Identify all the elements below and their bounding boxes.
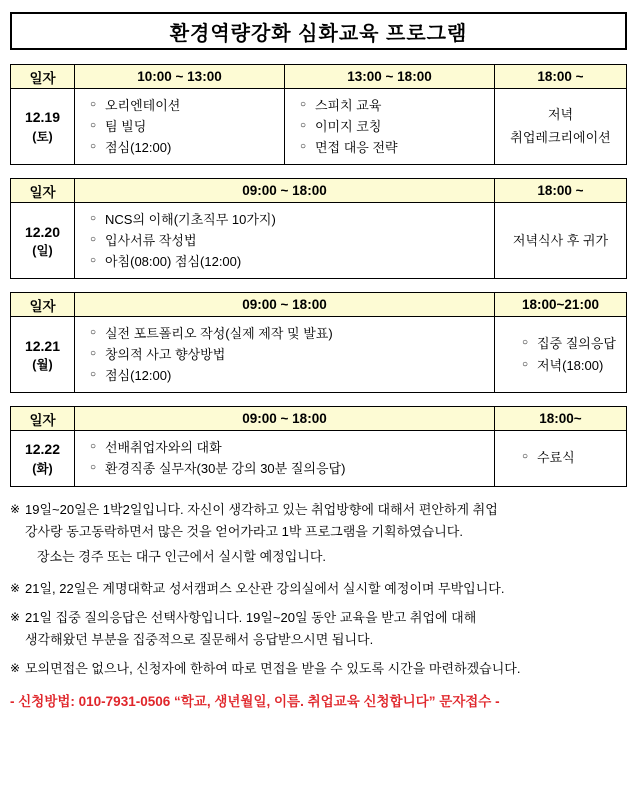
list-item: ○ 점심(12:00)	[103, 137, 274, 158]
header-slot-1: 09:00 ~ 18:00	[75, 179, 495, 203]
schedule-table-3	[10, 292, 627, 393]
table-row	[11, 89, 627, 165]
note-body	[25, 659, 627, 681]
header-slot-2: 18:00~	[495, 407, 627, 431]
note-body	[25, 579, 627, 601]
header-slot-2: 13:00 ~ 18:00	[285, 65, 495, 89]
evening-line-2: 취업레크리에이션	[510, 129, 611, 145]
list-item: ○ 수료식	[535, 447, 622, 469]
note-line: 생각해왔던 부분을 집중적으로 질문해서 응답받으시면 됩니다.	[25, 632, 374, 648]
date-dayofweek: (화)	[32, 461, 53, 476]
note-item	[10, 579, 627, 601]
list-item: ○ 스피치 교육	[313, 95, 484, 116]
header-date: 일자	[11, 65, 75, 89]
session-evening	[495, 317, 627, 393]
header-slot-2: 18:00 ~	[495, 179, 627, 203]
session-evening	[495, 203, 627, 279]
list-item: ○ 아침(08:00) 점심(12:00)	[103, 251, 484, 272]
list-item: ○ 오리엔테이션	[103, 95, 274, 116]
list-item: ○ 창의적 사고 향상방법	[103, 344, 484, 365]
date-dayofweek: (토)	[32, 129, 53, 144]
schedule-table-2	[10, 178, 627, 279]
note-marker: ※	[10, 661, 21, 676]
table-header-row	[11, 293, 627, 317]
date-value: 12.21	[24, 337, 61, 354]
note-body	[25, 608, 627, 652]
list-item: ○ 점심(12:00)	[103, 365, 484, 386]
session-evening	[495, 431, 627, 486]
table-row	[11, 317, 627, 393]
table-header-row	[11, 179, 627, 203]
schedule-table-1	[10, 64, 627, 165]
date-value: 12.22	[24, 441, 61, 458]
note-marker: ※	[10, 610, 21, 625]
table-row	[11, 203, 627, 279]
list-item: ○ 실전 포트폴리오 작성(실제 제작 및 발표)	[103, 323, 484, 344]
note-item	[10, 608, 627, 652]
date-value: 12.20	[24, 223, 61, 240]
note-line: 21일, 22일은 계명대학교 성서캠퍼스 오산관 강의실에서 실시할 예정이며 무박입니다.	[25, 580, 505, 596]
page-title-text: 환경역량강화 심화교육 프로그램	[169, 22, 468, 45]
date-cell	[11, 89, 75, 165]
note-item	[10, 500, 627, 572]
session-list-morning	[75, 89, 285, 165]
list-item: ○ 저녁(18:00)	[535, 355, 622, 377]
note-line: 모의면접은 없으나, 신청자에 한하여 따로 면접을 받을 수 있도록 시간을 마련하겠습니다.	[25, 661, 521, 677]
table-header-row	[11, 407, 627, 431]
list-item: ○ NCS의 이해(기초직무 10가지)	[103, 209, 484, 230]
header-date: 일자	[11, 407, 75, 431]
schedule-table-4	[10, 406, 627, 486]
contact-line: - 신청방법: 010-7931-0506 “학교, 생년월일, 이름. 취업교육 신청합니다” 문자접수 -	[10, 693, 500, 709]
header-slot-1: 09:00 ~ 18:00	[75, 293, 495, 317]
page-title	[10, 12, 627, 50]
date-cell	[11, 317, 75, 393]
header-date: 일자	[11, 293, 75, 317]
evening-line-1: 저녁식사 후 귀가	[512, 232, 609, 248]
note-line: 강사랑 동고동락하면서 많은 것을 얻어가라고 1박 프로그램을 기획하였습니다.	[25, 523, 463, 539]
date-dayofweek: (월)	[32, 357, 53, 372]
list-item: ○ 팀 빌딩	[103, 116, 274, 137]
note-marker: ※	[10, 580, 21, 595]
list-item: ○ 이미지 코칭	[313, 116, 484, 137]
session-list-afternoon	[285, 89, 495, 165]
date-value: 12.19	[24, 109, 61, 126]
session-list-day	[75, 317, 495, 393]
note-item	[10, 659, 627, 681]
note-line: 21일 집중 질의응답은 선택사항입니다. 19일~20일 동안 교육을 받고 취업에 대해	[25, 610, 477, 626]
note-line: 19일~20일은 1박2일입니다. 자신이 생각하고 있는 취업방향에 대해서 편안하게 취업	[25, 501, 498, 517]
note-line-indented: 장소는 경주 또는 대구 인근에서 실시할 예정입니다.	[37, 548, 327, 564]
session-list-day	[75, 431, 495, 486]
header-slot-3: 18:00 ~	[495, 65, 627, 89]
header-date: 일자	[11, 179, 75, 203]
list-item: ○ 선배취업자와의 대화	[103, 437, 484, 458]
table-header-row	[11, 65, 627, 89]
header-slot-2: 18:00~21:00	[495, 293, 627, 317]
list-item: ○ 면접 대응 전략	[313, 137, 484, 158]
date-dayofweek: (일)	[32, 243, 53, 258]
note-marker: ※	[10, 501, 21, 516]
date-cell	[11, 431, 75, 486]
evening-line-1: 저녁	[547, 107, 574, 123]
list-item: ○ 환경직종 실무자(30분 강의 30분 질의응답)	[103, 458, 484, 479]
session-evening	[495, 89, 627, 165]
session-list-day	[75, 203, 495, 279]
header-slot-1: 09:00 ~ 18:00	[75, 407, 495, 431]
table-row	[11, 431, 627, 486]
notes-section	[10, 500, 627, 713]
note-body	[25, 500, 627, 572]
list-item: ○ 입사서류 작성법	[103, 230, 484, 251]
list-item: ○ 집중 질의응답	[535, 333, 622, 355]
header-slot-1: 10:00 ~ 13:00	[75, 65, 285, 89]
date-cell	[11, 203, 75, 279]
